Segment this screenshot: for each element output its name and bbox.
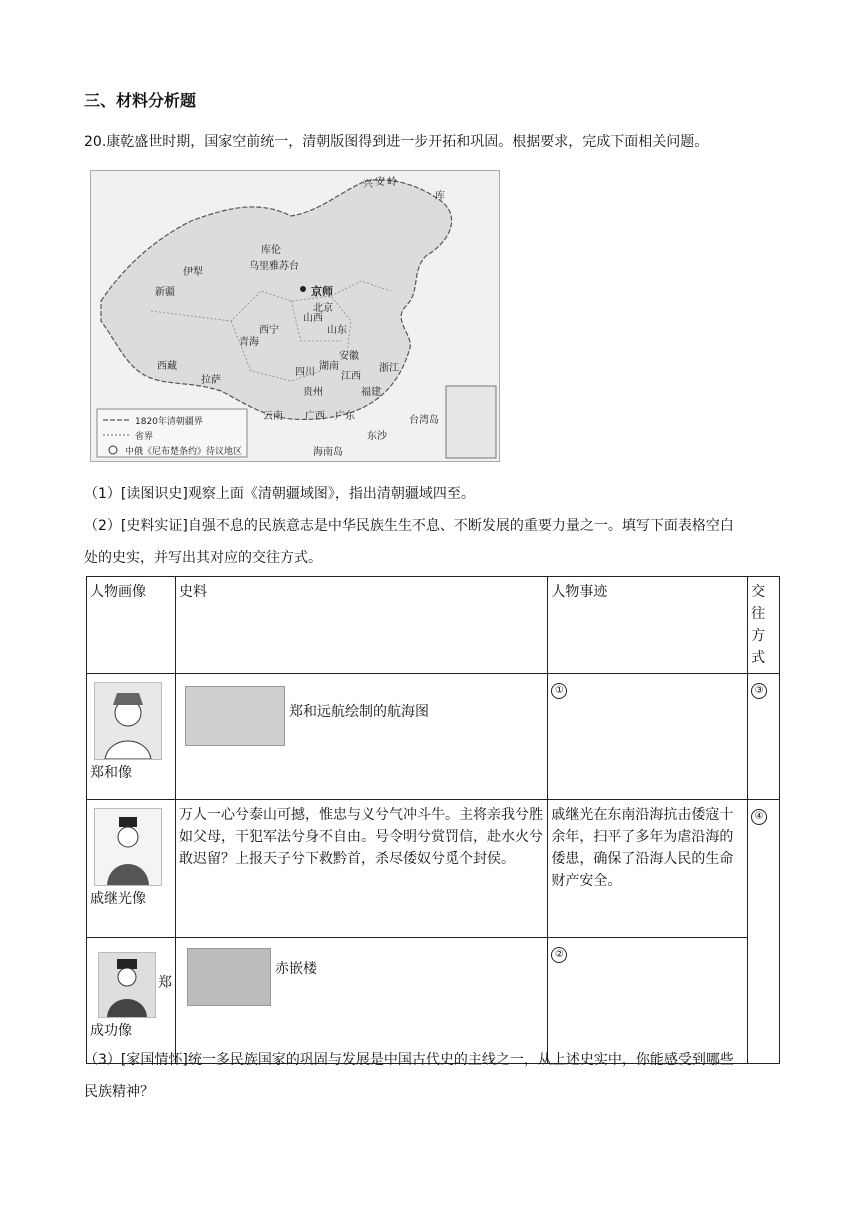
map-label: 安 [375, 177, 385, 188]
blank-marker: ④ [751, 809, 767, 825]
map-label: 京师 [311, 285, 333, 298]
map-label: 广西 [305, 411, 325, 422]
source-caption: 郑和远航绘制的航海图 [289, 704, 429, 720]
question-3-line2: 民族精神？ [84, 1084, 154, 1100]
table-row [87, 938, 780, 1064]
legend-border: 1820年清朝疆界 [135, 417, 203, 427]
map-label: 兴 [363, 179, 373, 190]
question-2-line2: 处的史实，并写出其对应的交往方式。 [84, 550, 322, 566]
nautical-chart-image [185, 686, 285, 746]
map-label: 乌里雅苏台 [249, 261, 299, 272]
map-label: 安徽 [339, 351, 359, 362]
map-label: 浙江 [379, 363, 399, 374]
blank-marker: ② [551, 947, 567, 963]
map-label: 江西 [341, 371, 361, 382]
question-intro: 20.康乾盛世时期，国家空前统一，清朝版图得到进一步开拓和巩固。根据要求，完成下面相关问题。 [84, 134, 709, 150]
map-label: 海南岛 [313, 447, 343, 458]
map-label: 西藏 [157, 361, 177, 372]
portrait-caption: 郑 [158, 975, 172, 991]
table-row [87, 674, 780, 800]
source-caption: 赤嵌楼 [275, 961, 317, 977]
legend-treaty: 中俄《尼布楚条约》待议地区 [125, 447, 243, 457]
question-3-line1: （3）[家国情怀]统一多民族国家的巩固与发展是中国古代史的主线之一，从上述史实中，你能感受到哪些 [84, 1052, 734, 1068]
header-portrait: 人物画像 [87, 577, 176, 674]
map-label: 新疆 [155, 287, 175, 298]
zhenghe-portrait-image [94, 682, 162, 760]
header-mode: 交往 方式 [748, 577, 780, 674]
map-label: 西宁 [259, 325, 279, 336]
cell-mode [748, 674, 780, 800]
blank-marker: ③ [751, 683, 767, 699]
map-label: 福建 [361, 387, 381, 398]
cell-deeds: 戚继光在东南沿海抗击倭寇十余年，扫平了多年为虐沿海的倭患，确保了沿海人民的生命财产安全。 [548, 800, 748, 938]
portrait-caption: 戚继光像 [90, 891, 146, 907]
map-label: 台湾岛 [409, 415, 439, 426]
header-source: 史料 [176, 577, 548, 674]
map-label: 四川 [295, 367, 315, 378]
map-label: 广东 [335, 411, 355, 422]
map-label: 拉萨 [201, 375, 221, 386]
portrait-caption: 郑和像 [90, 765, 132, 781]
map-label: 东沙 [367, 431, 387, 442]
zhengchenggong-portrait-image [98, 952, 156, 1018]
map-label: 贵州 [303, 387, 323, 398]
map-label: 岭 [387, 177, 397, 188]
cell-portrait [87, 674, 176, 800]
cell-portrait [87, 938, 176, 1064]
header-deeds: 人物事迹 [548, 577, 748, 674]
map-label: 库伦 [261, 245, 281, 256]
cell-source: 万人一心兮泰山可撼，惟忠与义兮气冲斗牛。主将亲我兮胜如父母，干犯军法兮身不自由。号令明兮赏罚信，赴水火兮敢迟留？上报天子兮下救黔首，杀尽倭奴兮觅个封侯。 [176, 800, 548, 938]
legend-province: 省界 [135, 432, 154, 442]
map-label: 山东 [327, 325, 347, 336]
map-label: 伊犁 [183, 267, 203, 278]
cell-deeds [548, 674, 748, 800]
question-1: （1）[读图识史]观察上面《清朝疆域图》，指出清朝疆域四至。 [84, 486, 475, 502]
history-table [86, 576, 780, 1064]
map-label: 库 [435, 191, 445, 202]
table-row [87, 800, 780, 938]
cell-deeds [548, 938, 748, 1064]
cell-mode [748, 800, 780, 1064]
chikan-tower-image [187, 948, 271, 1006]
portrait-caption: 成功像 [90, 1023, 132, 1039]
map-label: 山西 [303, 313, 323, 324]
map-label: 青海 [239, 337, 259, 348]
cell-source [176, 674, 548, 800]
blank-marker: ① [551, 683, 567, 699]
qijiguang-portrait-image [94, 808, 162, 886]
section-title: 三、材料分析题 [84, 91, 197, 110]
map-label: 湖南 [319, 361, 339, 372]
table-header-row [87, 577, 780, 674]
map-label: 北京 [313, 303, 333, 314]
cell-source [176, 938, 548, 1064]
map-label: 云南 [263, 411, 283, 422]
cell-portrait [87, 800, 176, 938]
qing-territory-map [90, 170, 500, 462]
question-2-line1: （2）[史料实证]自强不息的民族意志是中华民族生生不息、不断发展的重要力量之一。填写下面表格空白 [84, 518, 734, 534]
